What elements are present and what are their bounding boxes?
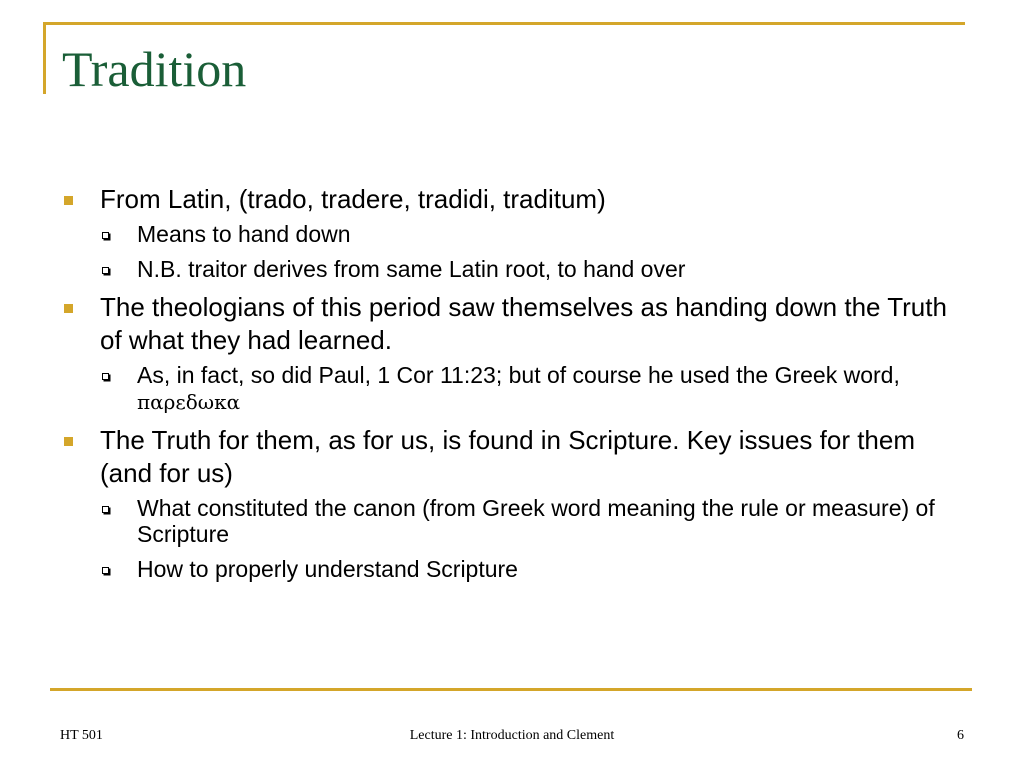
footer-divider (50, 688, 972, 691)
bullet-item (60, 291, 970, 357)
bullet-text: The theologians of this period saw themselves as handing down the Truth of what they had learned. (100, 292, 947, 355)
sub-bullet-text: N.B. traitor derives from same Latin root, to hand over (137, 256, 686, 282)
hollow-square-bullet-icon (102, 567, 109, 574)
top-border-line (43, 22, 965, 25)
sub-bullet-item (60, 256, 970, 282)
sub-bullet-text: How to properly understand Scripture (137, 556, 518, 582)
square-bullet-icon (64, 304, 73, 313)
bullet-item (60, 183, 970, 216)
slide-content (60, 183, 970, 591)
sub-bullet-text: As, in fact, so did Paul, 1 Cor 11:23; but of course he used the Greek word, (137, 362, 900, 388)
sub-bullet-item (60, 495, 970, 547)
square-bullet-icon (64, 437, 73, 446)
footer-page-number: 6 (957, 728, 964, 743)
slide-title: Tradition (62, 41, 247, 97)
hollow-square-bullet-icon (102, 267, 109, 274)
sub-bullet-item (60, 556, 970, 582)
bullet-item (60, 424, 970, 490)
square-bullet-icon (64, 196, 73, 205)
sub-bullet-text: What constituted the canon (from Greek word meaning the rule or measure) of Scripture (137, 495, 935, 547)
hollow-square-bullet-icon (102, 232, 109, 239)
bullet-text: From Latin, (trado, tradere, tradidi, traditum) (100, 184, 606, 214)
greek-word: παρεδωκα (137, 390, 241, 414)
bullet-text: The Truth for them, as for us, is found in Scripture. Key issues for them (and for us) (100, 425, 916, 488)
left-border-line (43, 22, 46, 94)
footer-lecture-title: Lecture 1: Introduction and Clement (409, 728, 615, 743)
hollow-square-bullet-icon (102, 506, 109, 513)
footer-course: HT 501 (60, 728, 103, 743)
sub-bullet-item (60, 362, 970, 415)
hollow-square-bullet-icon (102, 373, 109, 380)
sub-bullet-item (60, 221, 970, 247)
sub-bullet-text: Means to hand down (137, 221, 351, 247)
